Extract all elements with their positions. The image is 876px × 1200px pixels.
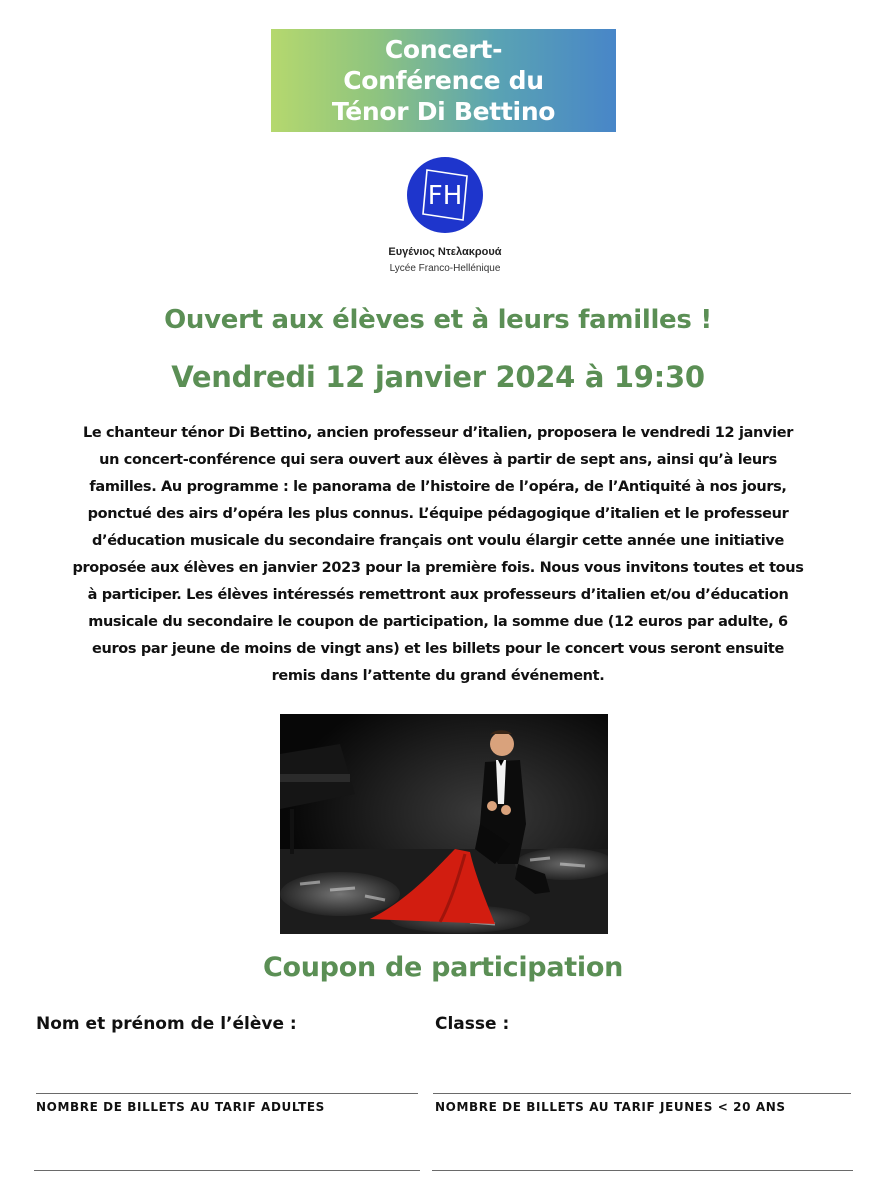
paragraph-line: musicale du secondaire le coupon de participation, la somme due (12 euros par adulte, 6 [88, 614, 788, 630]
logo-monogram: FH [427, 181, 463, 211]
title-banner [271, 29, 616, 132]
class-field[interactable] [433, 1093, 851, 1094]
tenor-concert-photo [280, 714, 608, 934]
logo-greek-name: Ευγένιος Ντελακρουά [388, 246, 502, 258]
coupon-title: Coupon de participation [263, 952, 623, 983]
logo-french-name: Lycée Franco-Hellénique [389, 263, 501, 274]
paragraph-line: ponctué des airs d’opéra les plus connus. L’équipe pédagogique d’italien et le professeur [87, 506, 789, 522]
banner-line-1: Concert- [384, 35, 503, 64]
class-label: Classe : [435, 1014, 510, 1034]
banner-line-3: Ténor Di Bettino [331, 97, 556, 126]
banner-line-2: Conférence du [343, 66, 544, 95]
paragraph-line: à participer. Les élèves intéressés remettront aux professeurs d’italien et/ou d’éducation [87, 587, 789, 603]
paragraph-line: d’éducation musicale du secondaire français ont voulu élargir cette année une initiative [92, 533, 784, 549]
paragraph-line: euros par jeune de moins de vingt ans) et les billets pour le concert vous seront ensuite [92, 641, 784, 657]
paragraph-line: proposée aux élèves en janvier 2023 pour la première fois. Nous vous invitons toutes et tous [72, 560, 804, 576]
paragraph-line: Le chanteur ténor Di Bettino, ancien professeur d’italien, proposera le vendredi 12 janvier [82, 425, 794, 441]
description-paragraph [30, 420, 846, 690]
adult-tickets-field[interactable] [34, 1170, 420, 1171]
paragraph-line: familles. Au programme : le panorama de l’histoire de l’opéra, de l’Antiquité à nos jours, [89, 479, 787, 495]
fh-monogram-icon [407, 157, 483, 233]
student-name-field[interactable] [36, 1093, 418, 1094]
adult-tickets-label: NOMBRE DE BILLETS AU TARIF ADULTES [36, 1100, 325, 1114]
school-logo [407, 157, 483, 233]
paragraph-line: un concert-conférence qui sera ouvert aux élèves à partir de sept ans, ainsi qu’à leurs [99, 452, 777, 468]
audience-heading: Ouvert aux élèves et à leurs familles ! [164, 305, 712, 335]
youth-tickets-label: NOMBRE DE BILLETS AU TARIF JEUNES < 20 ANS [435, 1100, 786, 1114]
student-name-label: Nom et prénom de l’élève : [36, 1014, 297, 1034]
date-heading: Vendredi 12 janvier 2024 à 19:30 [171, 360, 705, 394]
paragraph-line: remis dans l’attente du grand événement. [271, 668, 605, 684]
youth-tickets-field[interactable] [432, 1170, 853, 1171]
